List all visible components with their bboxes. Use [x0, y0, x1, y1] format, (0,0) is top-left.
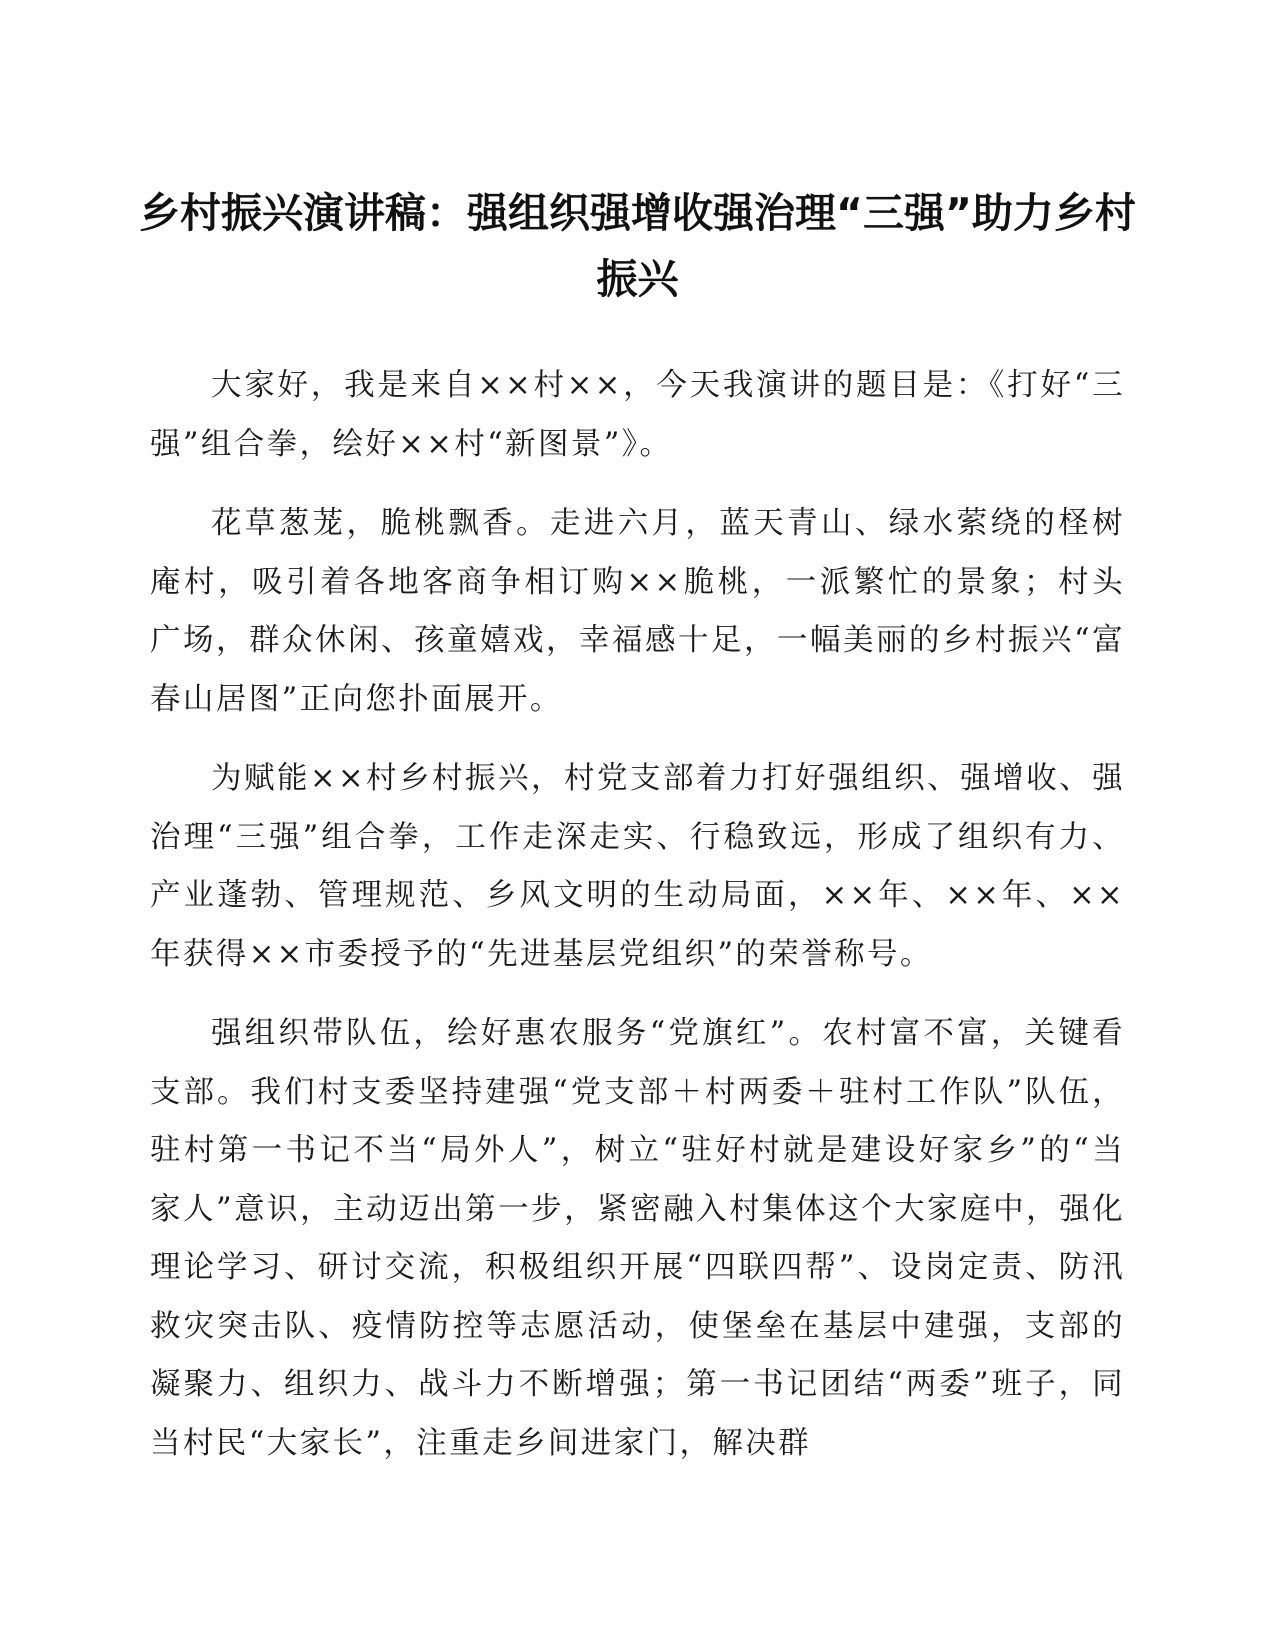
- paragraph-greeting: 大家好，我是来自××村××，今天我演讲的题目是：《打好“三强”组合拳，绘好××村“新图景”》。: [150, 368, 1125, 462]
- document-title: 乡村振兴演讲稿：强组织强增收强治理“三强”助力乡村振兴: [139, 189, 1136, 303]
- paragraph-strong-organization: 强组织带队伍，绘好惠农服务“党旗红”。农村富不富，关键看支部。我们村支委坚持建强“党支部＋村两委＋驻村工作队”队伍，驻村第一书记不当“局外人”，树立“驻好村就是建设好家乡”的“当家人”意识，主动迈出第一步，紧密融入村集体这个大家庭中，强化理论学习、研讨交流，积极组织开展“四联四帮”、设岗定责、防汛救灾突击队、疫情防控等志愿活动，使堡垒在基层中建强，支部的凝聚力、组织力、战斗力不断增强；第一书记团结“两委”班子，同当村民“大家长”，注重走乡间进家门，解决群: [150, 1016, 1125, 1461]
- document-body: [150, 357, 1125, 1494]
- paragraph-scenery: 花草葱茏，脆桃飘香。走进六月，蓝天青山、绿水萦绕的柽树庵村，吸引着各地客商争相订购××脆桃，一派繁忙的景象；村头广场，群众休闲、孩童嬉戏，幸福感十足，一幅美丽的乡村振兴“富春山居图”正向您扑面展开。: [150, 506, 1125, 717]
- paragraph-achievements: 为赋能××村乡村振兴，村党支部着力打好强组织、强增收、强治理“三强”组合拳，工作走深走实、行稳致远，形成了组织有力、产业蓬勃、管理规范、乡风文明的生动局面，××年、××年、××年获得××市委授予的“先进基层党组织”的荣誉称号。: [150, 761, 1125, 972]
